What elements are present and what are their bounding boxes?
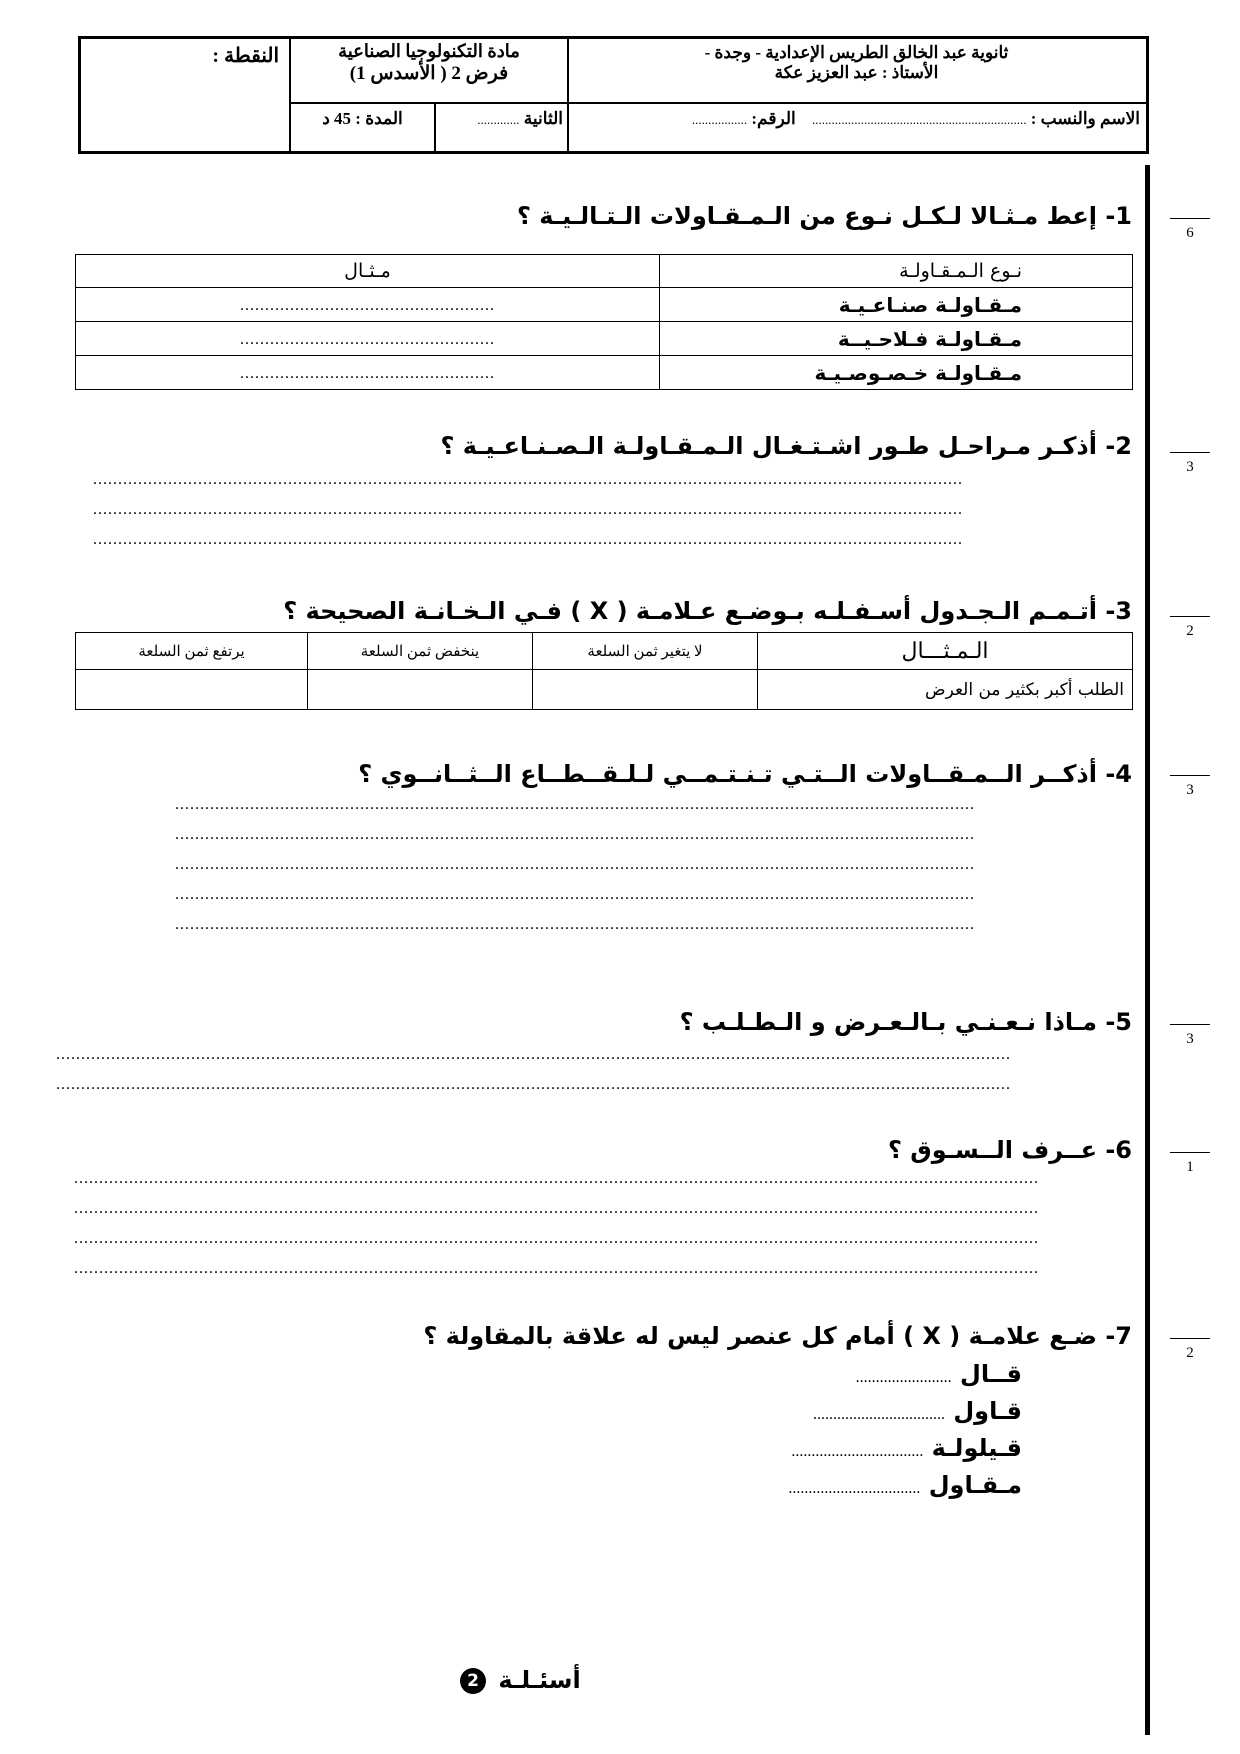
answer-line[interactable]: ................................................................................................................................................................................................. [74,1201,1039,1217]
col-no-change-header: لا يتغير ثمن السلعة [533,633,758,670]
item-dots: ................................. [791,1443,924,1460]
score-value: 2 [1186,623,1194,639]
item-dots: ................................. [812,1406,945,1423]
header-box [78,36,1149,154]
score-q7 [1170,1338,1210,1362]
number-dots: ................. [691,112,748,127]
answer-line[interactable]: .............................................................................................................................................................................. [93,502,963,518]
item-word: قـاول [953,1397,1022,1425]
item-word: مـقـاول [928,1471,1022,1499]
answer-line[interactable]: ................................................................................................................................................................ [175,797,975,813]
answer-line[interactable]: ................................................................................................................................................................................................. [74,1171,1039,1187]
footer-label: أسئـلـة [498,1666,581,1694]
question-3-title: 3- أتـمـم الـجـدول أسـفـلـه بـوضـع عـلامـة ( X ) فـي الـخـانـة الصحيحة ؟ [283,597,1132,625]
class-field[interactable] [436,109,567,129]
teacher-name: الأستاذ : عبد العزيز عكة [774,63,939,82]
answer-line[interactable]: .............................................................................................................................................................................. [93,472,963,488]
answer-line[interactable]: ................................................................................................................................................................................................. [74,1261,1039,1277]
answer-dots: ................................................... [240,331,495,348]
answer-dots: ................................................... [240,365,495,382]
answer-line[interactable]: ................................................................................................................................................................ [175,887,975,903]
q3-table [75,632,1133,710]
example-cell[interactable] [76,356,660,390]
exam-title: فرض 2 ( الأسدس 1) [349,63,509,84]
score-line [1170,1338,1210,1339]
table-header-row [76,633,1133,670]
type-cell: مـقـاولـة فـلاحـيــة [660,322,1133,356]
score-line [1170,218,1210,219]
score-line [1170,1024,1210,1025]
score-q1 [1170,218,1210,242]
answer-line[interactable]: ................................................................................................................................................................ [175,857,975,873]
score-value: 2 [1186,1345,1194,1361]
q1-table [75,254,1133,390]
answer-line[interactable]: ................................................................................................................................................................................................. [74,1231,1039,1247]
score-value: 3 [1186,1031,1194,1047]
table-row [76,288,1133,322]
margin-bar [1145,165,1150,1735]
type-cell: مـقـاولـة صنـاعـيـة [660,288,1133,322]
number-badge-icon: 2 [460,1668,486,1694]
score-q4 [1170,775,1210,799]
class-label: الثانية [523,109,563,128]
footer-label-group [460,1666,581,1694]
school-name: ثانوية عبد الخالق الطريس الإعدادية - وجدة - [704,43,1009,62]
number-label: الرقم: [751,109,796,128]
score-value: 3 [1186,782,1194,798]
grade-label: النقطة : [212,45,279,67]
header-divider [289,102,1146,104]
score-line [1170,452,1210,453]
score-line [1170,616,1210,617]
example-cell[interactable] [76,322,660,356]
school-block [567,41,1146,101]
answer-line[interactable]: .............................................................................................................................................................................. [93,532,963,548]
col-example-header: الـمـثـــال [758,633,1133,670]
question-7-title: 7- ضـع علامـة ( X ) أمام كل عنصر ليس له علاقة بالمقاولة ؟ [423,1322,1132,1350]
question-2-title: 2- أذكـر مـراحـل طـور اشـتـغـال الـمـقـاولـة الـصـنـاعـيـة ؟ [440,432,1132,460]
no-change-checkbox-cell[interactable] [533,670,758,710]
score-value: 3 [1186,459,1194,475]
score-value: 6 [1186,225,1194,241]
score-value: 1 [1186,1159,1194,1175]
answer-line[interactable]: ................................................................................................................................................................ [175,917,975,933]
q7-item[interactable] [788,1471,1022,1499]
question-4-title: 4- أذكــر الــمـقــاولات الــتـي تـنـتـمــي لـلـقــطــاع الــثــانــوي ؟ [358,760,1132,788]
col-type-header: نـوع الـمـقـاولـة [660,255,1133,288]
item-dots: ........................ [855,1369,952,1386]
score-q2 [1170,452,1210,476]
col-decrease-header: ينخفض ثمن السلعة [308,633,533,670]
item-word: قــال [960,1360,1022,1388]
score-q6 [1170,1152,1210,1176]
decrease-checkbox-cell[interactable] [308,670,533,710]
subject-block [291,41,567,101]
question-1-title: 1- إعط مـثـالا لـكـل نـوع من الـمـقـاولات الـتـالـيـة ؟ [517,202,1132,230]
q7-item[interactable] [856,1360,1022,1388]
name-field[interactable] [569,109,1146,149]
q7-item[interactable] [791,1434,1022,1462]
question-6-title: 6- عــرف الــسـوق ؟ [887,1136,1132,1164]
duration-label: المدة : 45 د [322,109,403,128]
score-q3 [1170,616,1210,640]
subject-title: مادة التكنولوجيا الصناعية [338,41,520,61]
table-row [76,670,1133,710]
answer-line[interactable]: ............................................................................................................................................................................................... [56,1047,1011,1063]
class-dots: ............. [477,112,520,127]
name-label: الاسم والنسب : [1030,109,1140,128]
score-line [1170,775,1210,776]
col-increase-header: يرتفع ثمن السلعة [76,633,308,670]
example-cell: الطلب أكبر بكثير من العرض [758,670,1133,710]
table-row [76,356,1133,390]
increase-checkbox-cell[interactable] [76,670,308,710]
answer-line[interactable]: ............................................................................................................................................................................................... [56,1077,1011,1093]
name-dots: .................................................................. [812,112,1027,127]
answer-dots: ................................................... [240,297,495,314]
answer-line[interactable]: ................................................................................................................................................................ [175,827,975,843]
table-header-row [76,255,1133,288]
item-word: قـيلولـة [931,1434,1022,1462]
type-cell: مـقـاولـة خـصـوصـيـة [660,356,1133,390]
q7-item[interactable] [813,1397,1022,1425]
table-row [76,322,1133,356]
score-line [1170,1152,1210,1153]
score-q5 [1170,1024,1210,1048]
example-cell[interactable] [76,288,660,322]
col-example-header: مـثـال [76,255,660,288]
item-dots: ................................. [788,1480,921,1497]
question-5-title: 5- مـاذا نـعـنـي بـالـعـرض و الـطـلـب ؟ [679,1008,1132,1036]
